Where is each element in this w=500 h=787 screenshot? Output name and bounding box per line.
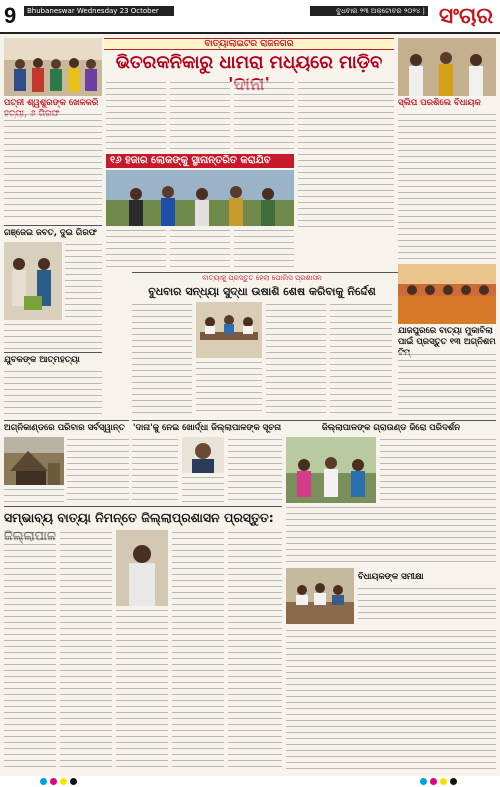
center-body-col2	[196, 360, 262, 416]
middle-body-col1	[132, 437, 178, 503]
story1-headline: ପତ୍ନୀ ଶ୍ୱଶୁରଙ୍କ ଖେଳକରି	[4, 98, 99, 108]
bottom-headline: ସମ୍ଭାବ୍ୟ ବାତ୍ୟା ନିମନ୍ତେ ଜିଲ୍ଲାପ୍ରଶାସନ ପ୍ରସ୍ତୁତ:	[4, 510, 274, 525]
page-number: 9	[4, 3, 17, 28]
lead-body-col3b	[234, 228, 294, 268]
edition-date: Bhubaneswar Wednesday 23 October 2024	[24, 6, 174, 16]
right-story3-body	[380, 437, 496, 503]
middle-headline: 'ଦାନା'କୁ ନେଇ ଖୋର୍ଦ୍ଧା ଜିଲ୍ଲାପାଳଙ୍କ ସୂଚନା	[132, 423, 282, 433]
bottom-body-col5	[228, 530, 282, 770]
story3-body	[4, 369, 102, 417]
right-story2-headline: ଯାଜପୁରରେ ବାତ୍ୟା ମୁକାବିଲା ପାଇଁ ପ୍ରସ୍ତୁତ ୧୩ ଅଗ୍ନିଶମ	[398, 326, 496, 347]
middle-body-col2	[182, 475, 224, 503]
right-story1-photo	[398, 38, 496, 96]
story2-body-right	[65, 242, 102, 320]
story2-headline: ଗଞ୍ଜେଇ ଜବତ, ଦୁଇ ଗିରଫ	[4, 228, 97, 238]
story1-photo	[4, 38, 102, 96]
middle-body-col3	[228, 437, 282, 503]
center-photo	[196, 302, 262, 358]
story4-photo	[4, 437, 64, 485]
lead-body-col3	[234, 80, 294, 152]
right-story2-photo	[398, 264, 496, 324]
odia-date: ବୁଧବାର ୨୩ ଅକ୍ଟୋବର ୨୦୨୪ | ଭୁବନେଶ୍ୱର	[310, 6, 428, 16]
story4-body	[67, 437, 129, 503]
bottom-body-col4	[172, 530, 224, 770]
print-footer	[0, 776, 500, 787]
center-kicker: ବାତ୍ୟାକୁ ପ୍ରସ୍ତୁତ ହେଲା ପୋଲିସ ପ୍ରଶାସନ	[202, 274, 322, 282]
lead-kicker: ବାତ୍ୟାଲାଇଟର ରାଜନଗର	[104, 38, 394, 50]
lead-body-col2	[170, 80, 230, 152]
story2-photo	[4, 242, 62, 320]
bottom-right-headline: ବିଧାୟକଙ୍କ ସମୀକ୍ଷା	[358, 572, 424, 582]
center-body-col1	[132, 302, 192, 416]
lead-body-col2b	[170, 228, 230, 268]
story3-headline: ଯୁବକଙ୍କ ଆତ୍ମହତ୍ୟା	[4, 355, 80, 365]
bottom-photo-left	[116, 530, 168, 606]
lead-body-col1b	[106, 228, 166, 268]
story1-body	[4, 112, 102, 222]
lead-subbar: ୧୬ ହଜାର ଲୋକଙ୍କୁ ସ୍ଥାନାନ୍ତରିତ କରାଯିବ	[106, 154, 294, 168]
center-body-col3	[266, 302, 326, 416]
lead-headline: ଭିତରକନିକାରୁ ଧାମରା ମଧ୍ୟରେ ମାଡ଼ିବ	[115, 52, 383, 73]
story4-headline: ଅଗ୍ନିକାଣ୍ଡରେ ପରିବାର ସର୍ବସ୍ୱାନ୍ତ	[4, 423, 125, 433]
masthead	[0, 0, 500, 34]
newspaper-logo: ସଂଚାର	[438, 4, 494, 29]
right-story3-photo	[286, 437, 376, 503]
story2-body	[4, 322, 102, 350]
center-body-col4	[330, 302, 392, 416]
right-story3-body-bottom	[286, 505, 496, 565]
bottom-right-body-top	[358, 586, 496, 624]
bottom-body-col1	[4, 530, 56, 770]
story4-body-bottom	[4, 487, 64, 503]
right-story3-headline: ଜିଲ୍ଲାପାଳଙ୍କ ଗ୍ରାଉଣ୍ଡ ଜିରୋ ପରିଦର୍ଶନ	[321, 423, 461, 433]
right-story1-body	[398, 112, 496, 262]
right-story2-body	[398, 352, 496, 416]
bottom-body-col3	[116, 608, 168, 770]
center-headline: ବୁଧବାର ସନ୍ଧ୍ୟା ସୁଦ୍ଧା ଉଷାଶି ଶେଷ କରିବାକୁ ନିର୍ଦ୍ଦେଶ	[148, 285, 376, 298]
bottom-body-col2	[60, 530, 112, 770]
right-story1-headline: ସ୍ଲିପ ପରଶିଲେ ବିଧାୟକ	[398, 98, 481, 108]
bottom-right-body	[286, 628, 496, 770]
lead-photo	[106, 170, 294, 226]
bottom-right-photo	[286, 568, 354, 624]
collector-portrait	[182, 437, 224, 473]
lead-body-col4	[298, 80, 394, 230]
lead-body-col1	[106, 80, 166, 152]
